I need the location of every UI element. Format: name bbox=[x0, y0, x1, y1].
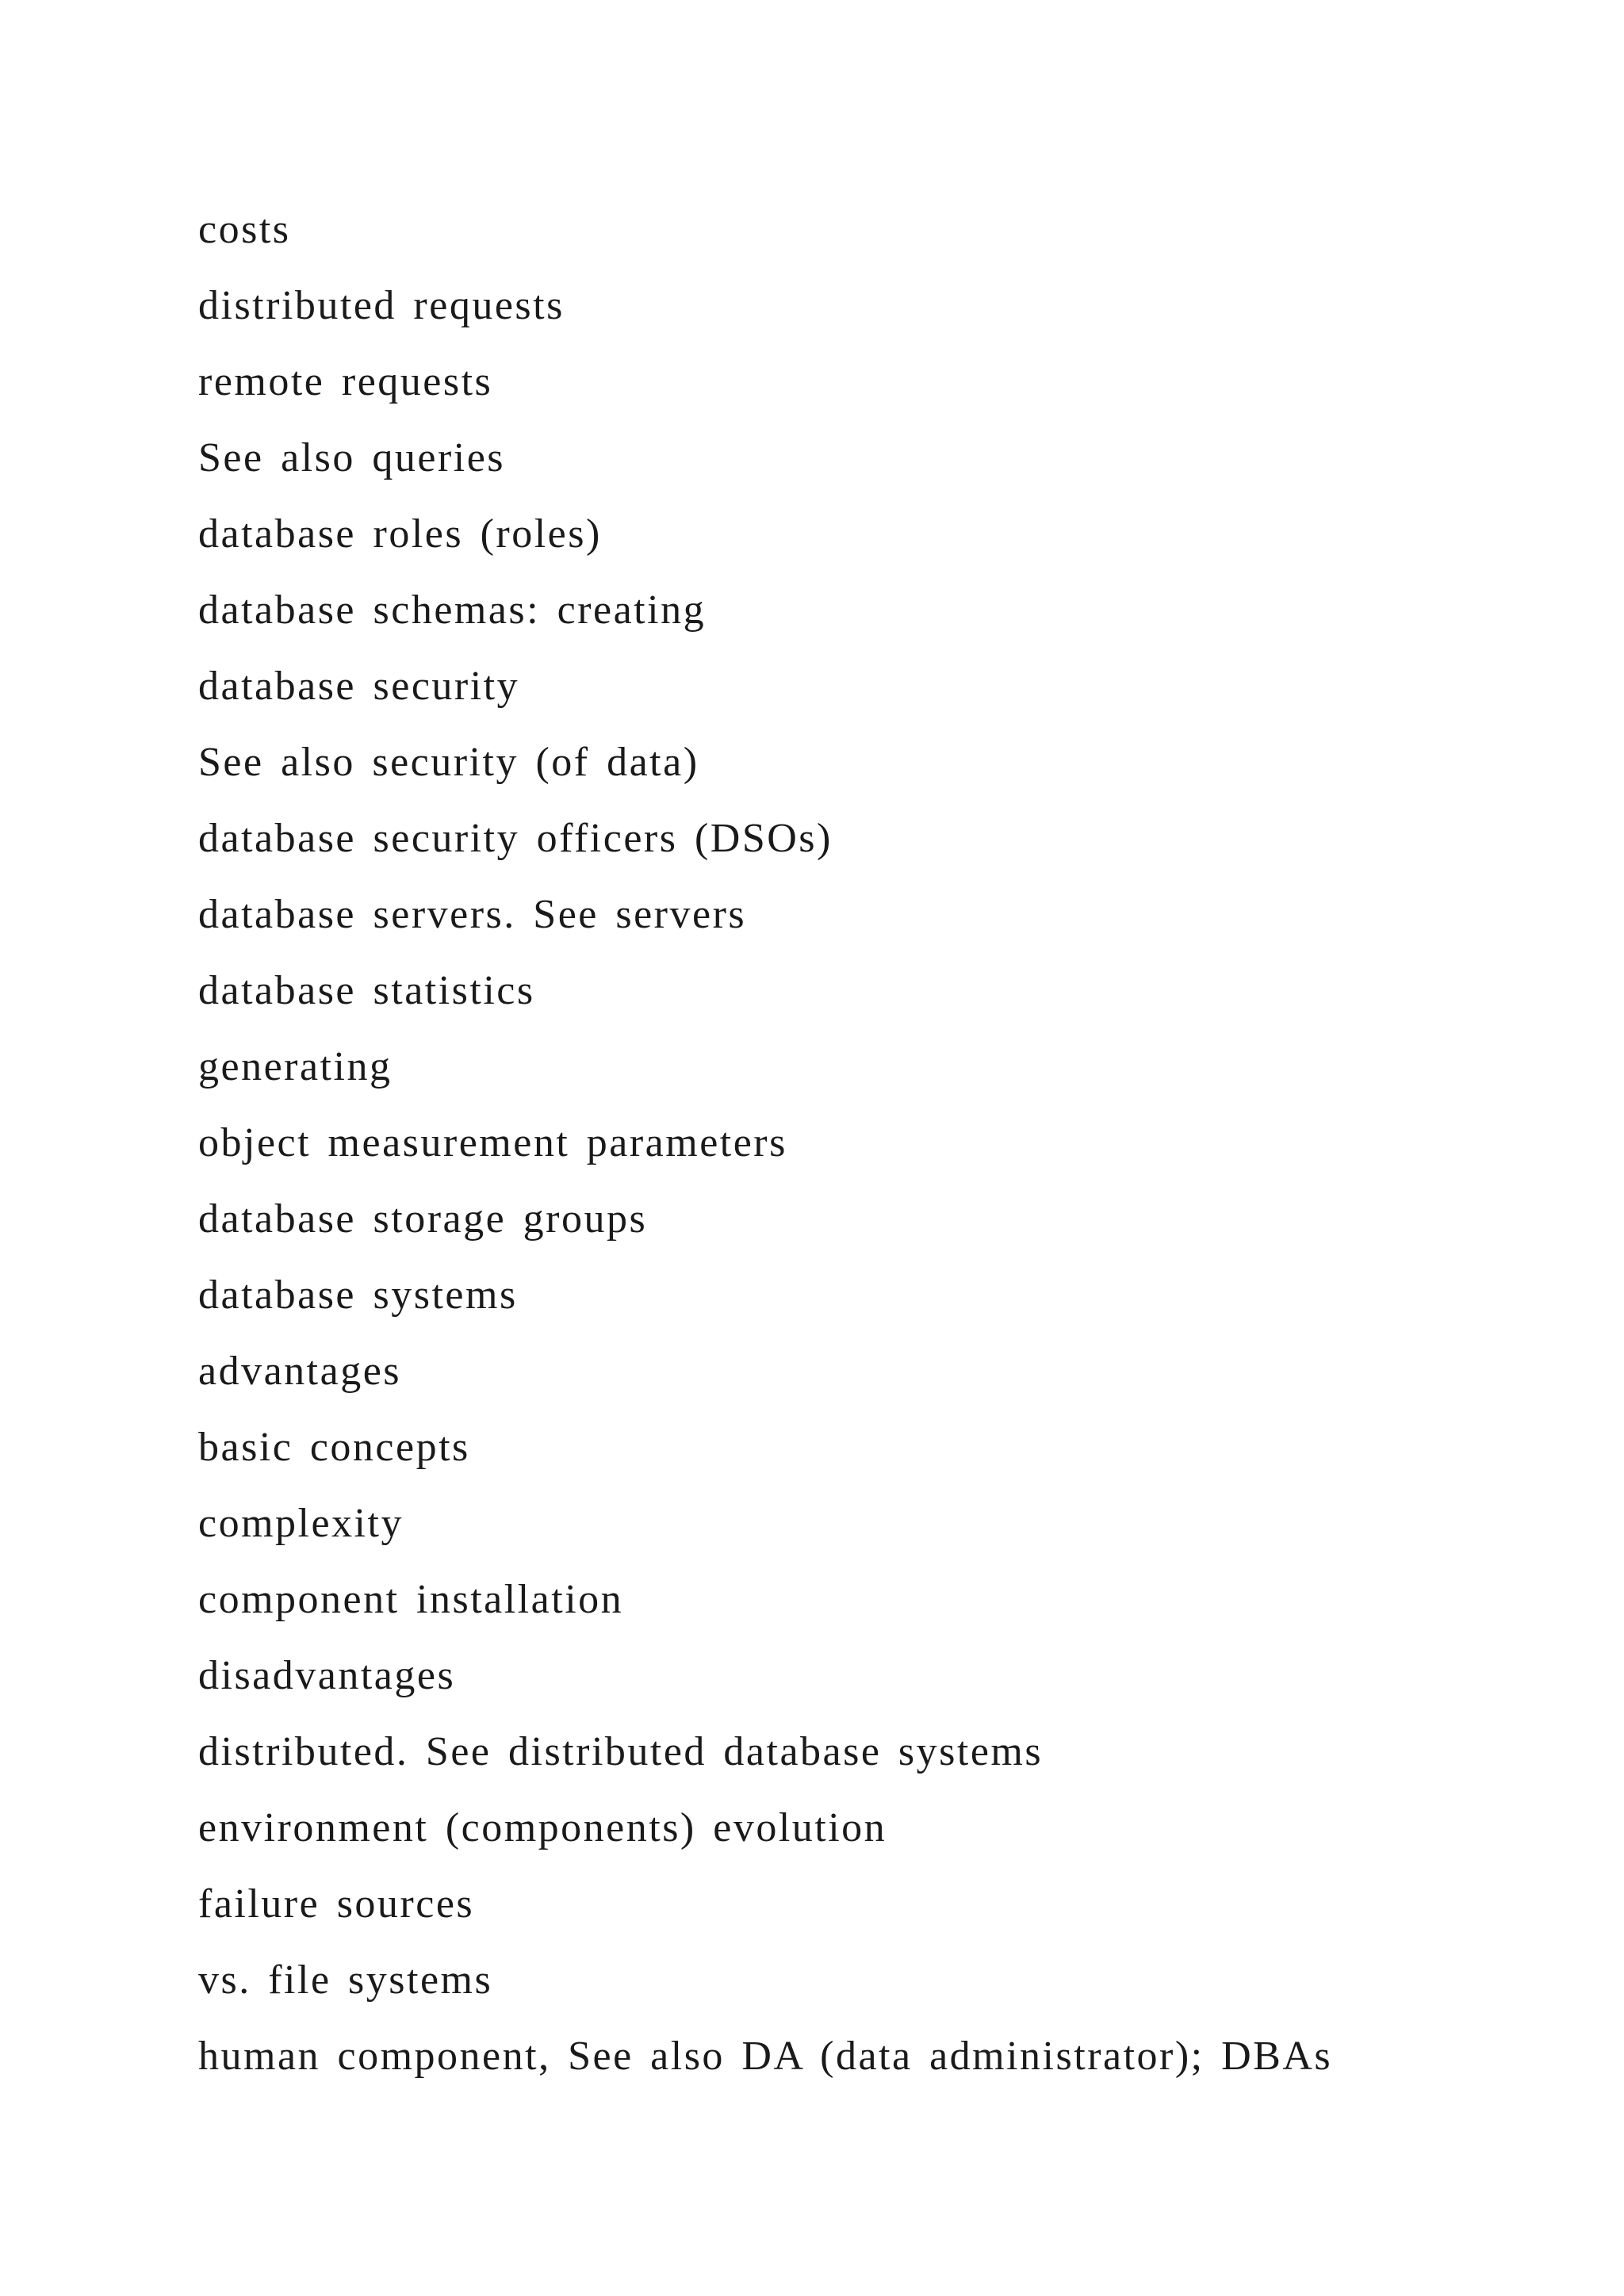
index-entry: failure sources bbox=[198, 1881, 475, 1927]
index-entry: environment (components) evolution bbox=[198, 1805, 887, 1850]
index-entry: database security bbox=[198, 664, 520, 709]
index-entry: database systems bbox=[198, 1272, 518, 1318]
index-entry: database roles (roles) bbox=[198, 511, 602, 557]
index-entry: object measurement parameters bbox=[198, 1120, 787, 1165]
index-entry: generating bbox=[198, 1044, 393, 1089]
index-entry-list bbox=[198, 192, 1332, 2095]
index-entry: database servers. See servers bbox=[198, 892, 747, 937]
index-entry: costs bbox=[198, 207, 291, 252]
index-entry: advantages bbox=[198, 1349, 402, 1394]
index-entry: distributed requests bbox=[198, 283, 565, 328]
index-entry: human component, See also DA (data administrator); DBAs bbox=[198, 2034, 1333, 2079]
index-entry: remote requests bbox=[198, 359, 493, 404]
index-entry: component installation bbox=[198, 1577, 624, 1622]
index-entry: disadvantages bbox=[198, 1653, 456, 1698]
index-entry: database schemas: creating bbox=[198, 587, 707, 633]
index-entry: complexity bbox=[198, 1501, 404, 1546]
index-entry: vs. file systems bbox=[198, 1957, 493, 2003]
index-entry: database statistics bbox=[198, 968, 535, 1013]
index-entry: See also security (of data) bbox=[198, 740, 699, 785]
index-entry: distributed. See distributed database systems bbox=[198, 1729, 1044, 1774]
index-entry: See also queries bbox=[198, 435, 506, 480]
index-entry: basic concepts bbox=[198, 1425, 470, 1470]
index-entry: database security officers (DSOs) bbox=[198, 816, 833, 861]
index-entry: database storage groups bbox=[198, 1196, 648, 1242]
